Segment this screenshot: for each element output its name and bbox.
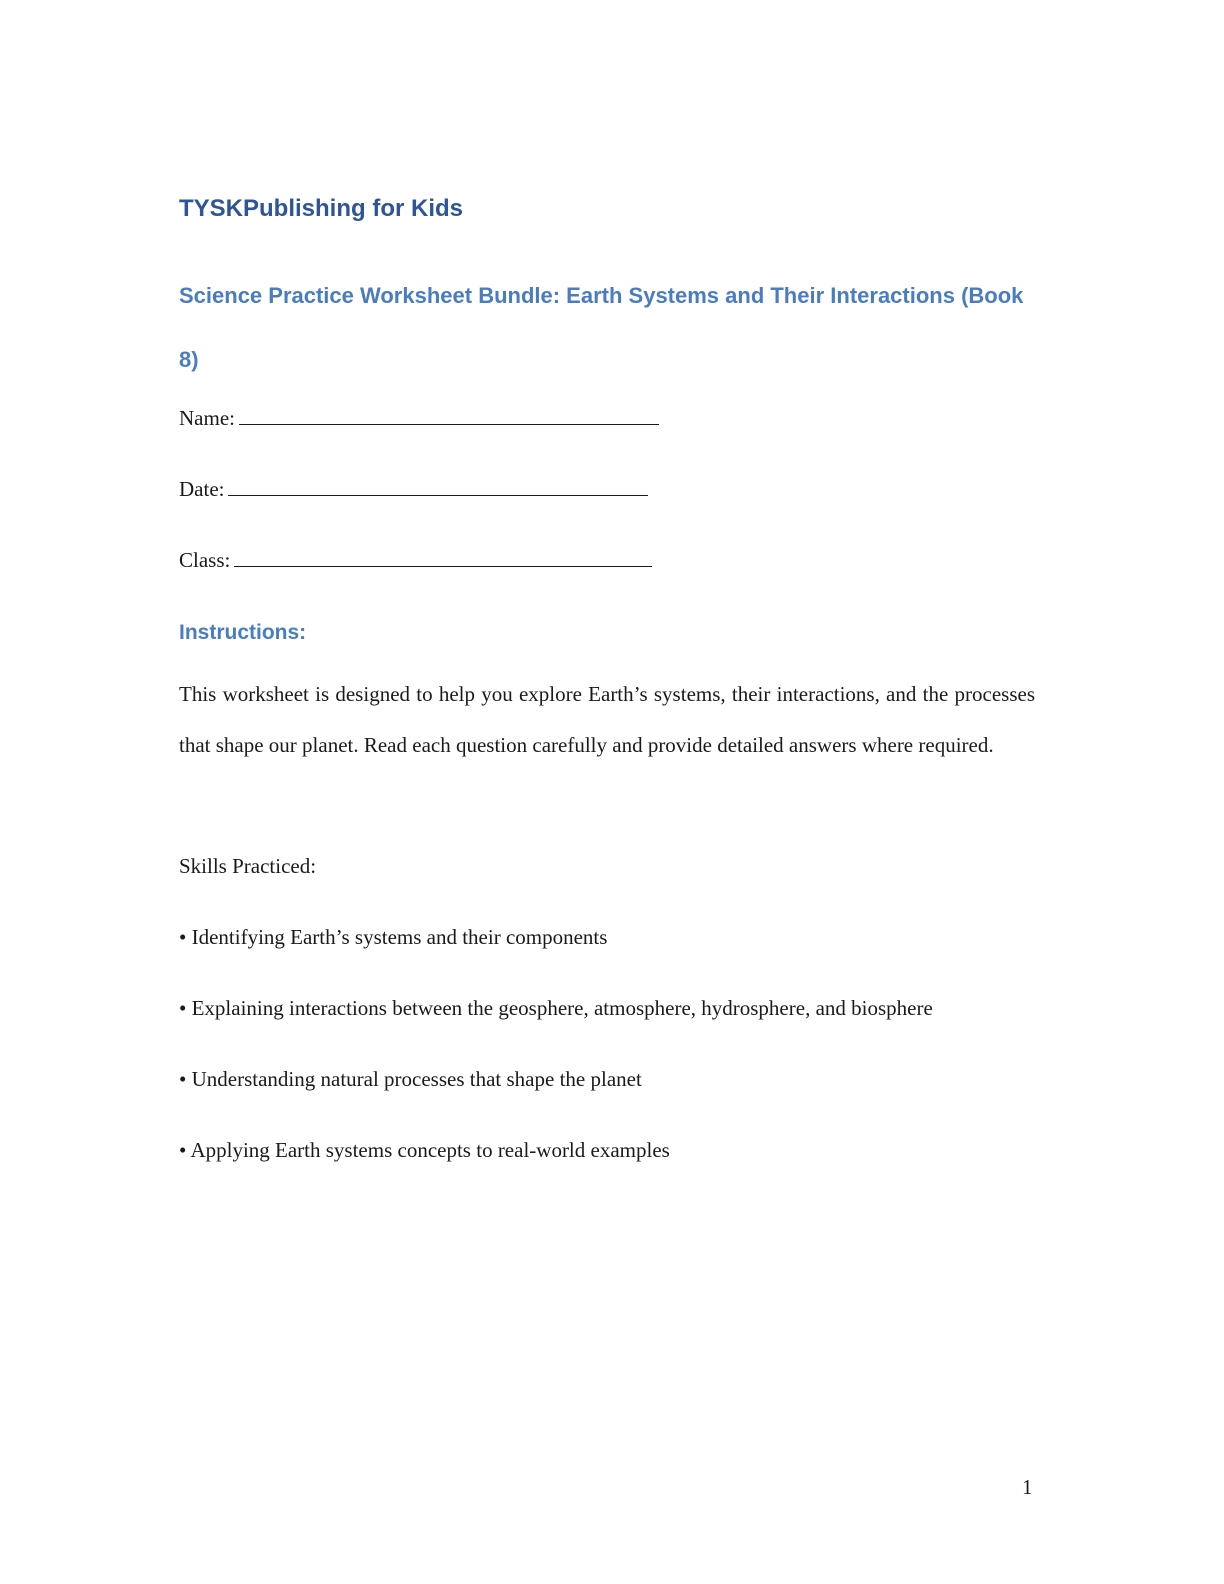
publisher-heading: TYSKPublishing for Kids xyxy=(179,195,464,222)
date-label: Date: xyxy=(179,477,225,501)
list-item: • Understanding natural processes that shape the planet xyxy=(179,1067,642,1091)
document-title: Science Practice Worksheet Bundle: Earth Systems and Their Interactions (Book 8) xyxy=(179,283,1024,372)
instructions-heading: Instructions: xyxy=(179,621,307,644)
class-blank-line[interactable] xyxy=(234,546,652,567)
page-number: 1 xyxy=(1022,1475,1033,1499)
class-label: Class: xyxy=(179,548,231,572)
instructions-paragraph: This worksheet is designed to help you explore Earth’s systems, their interactions, and the processes that shape our planet. Read each question carefully and provide detailed answers where required. xyxy=(179,682,1035,757)
class-field[interactable] xyxy=(179,546,652,574)
list-item: • Explaining interactions between the geosphere, atmosphere, hydrosphere, and biosphere xyxy=(179,996,933,1020)
skills-label: Skills Practiced: xyxy=(179,854,317,878)
name-field[interactable] xyxy=(179,404,659,432)
list-item: • Applying Earth systems concepts to real-world examples xyxy=(179,1138,670,1162)
name-blank-line[interactable] xyxy=(239,404,659,425)
list-item: • Identifying Earth’s systems and their components xyxy=(179,925,608,949)
date-field[interactable] xyxy=(179,475,648,503)
skills-list xyxy=(179,923,1059,1207)
date-blank-line[interactable] xyxy=(228,475,648,496)
name-label: Name: xyxy=(179,406,235,430)
